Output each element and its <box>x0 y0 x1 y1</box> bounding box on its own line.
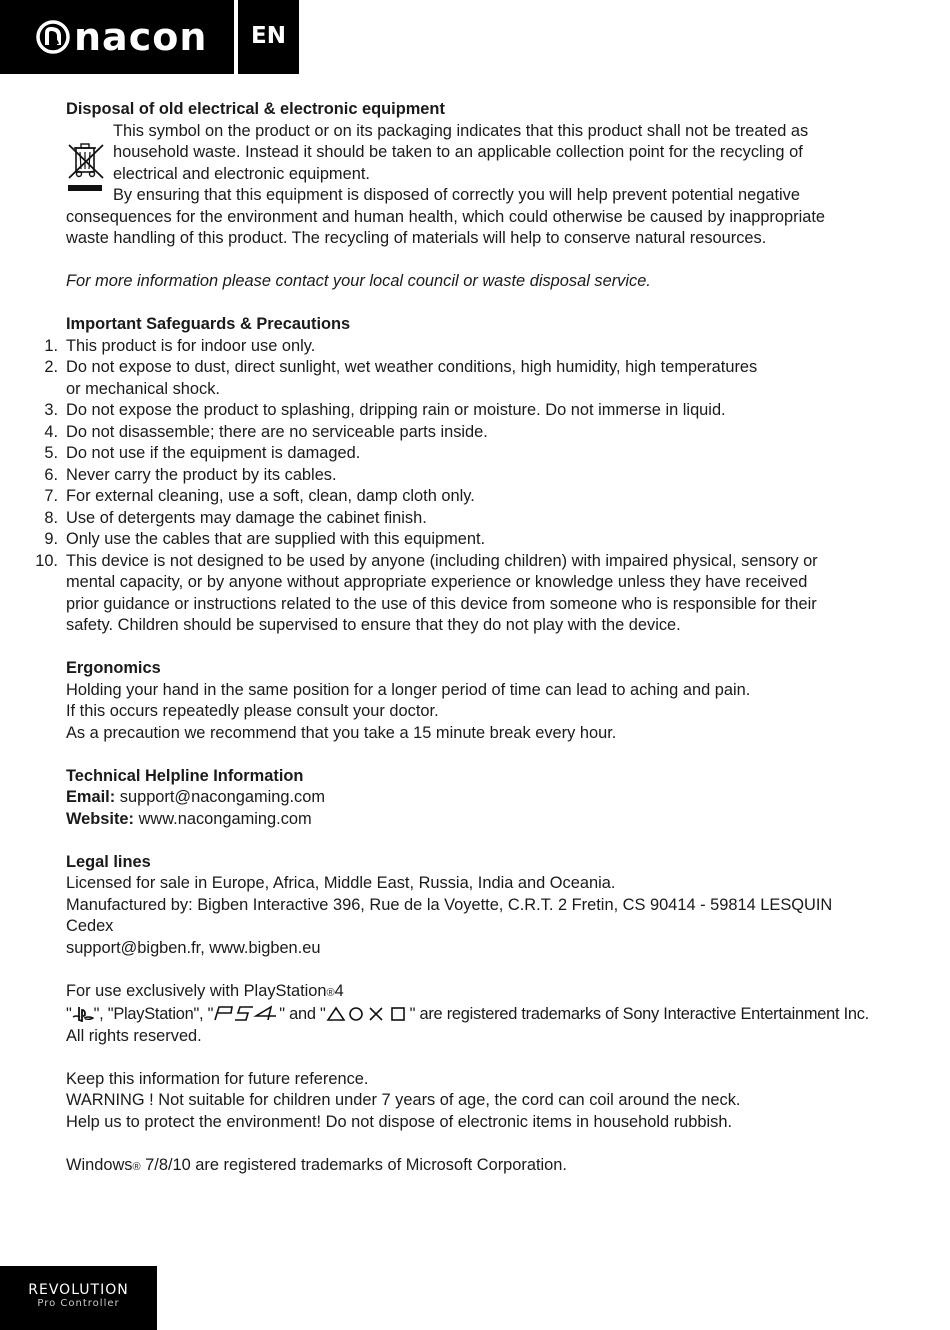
windows-text: Windows <box>66 1155 133 1174</box>
list-item <box>44 336 896 358</box>
brand-logo <box>0 0 234 74</box>
ergonomics-title: Ergonomics <box>66 659 161 677</box>
disposal-title: Disposal of old electrical & electronic equipment <box>66 100 445 118</box>
list-item <box>44 422 896 444</box>
list-number: 7. <box>44 487 58 505</box>
disposal-note: For more information please contact your local council or waste disposal service. <box>66 272 651 290</box>
list-item <box>44 443 896 465</box>
ps-use-text: For use exclusively with PlayStation <box>66 981 327 1000</box>
playstation-logo-icon <box>72 1006 94 1022</box>
list-number: 4. <box>44 422 58 441</box>
list-number: 10. <box>35 551 58 570</box>
ps4-logo-icon <box>213 1005 279 1022</box>
rights-line: All rights reserved. <box>66 1026 202 1045</box>
disposal-line: consequences for the environment and human health, which could otherwise be caused by inappropriate <box>66 207 826 226</box>
list-item <box>66 615 896 637</box>
helpline-website-row <box>66 809 896 831</box>
helpline-email-row <box>66 787 896 809</box>
list-item <box>44 357 896 379</box>
legal-line: Licensed for sale in Europe, Africa, Middle East, Russia, India and Oceania. <box>66 874 616 892</box>
warning-line <box>66 1090 896 1112</box>
list-item <box>44 486 896 508</box>
safeguards-title: Important Safeguards & Precautions <box>66 315 351 333</box>
list-item <box>35 551 896 573</box>
language-label: EN <box>238 0 299 74</box>
list-number: 3. <box>44 401 58 419</box>
windows-line <box>66 1155 896 1179</box>
helpline-section <box>66 766 896 831</box>
list-number: 8. <box>44 508 58 527</box>
list-number: 2. <box>44 358 58 376</box>
list-item <box>66 572 896 594</box>
registered-mark: ® <box>326 986 335 999</box>
disposal-line: waste handling of this product. The recycling of materials will help to conserve natural resources. <box>66 229 767 247</box>
legal-title: Legal lines <box>66 852 151 871</box>
ergonomics-line: If this occurs repeatedly please consult your doctor. <box>66 702 439 720</box>
list-number: 1. <box>44 336 58 355</box>
ps-number: 4 <box>334 981 344 1000</box>
safeguards-list <box>35 336 896 637</box>
product-footer <box>0 1266 157 1330</box>
controller-buttons-icon <box>326 1006 410 1022</box>
ergonomics-line: Holding your hand in the same position for a longer period of time can lead to aching and pain. <box>66 680 751 699</box>
list-text: prior guidance or instructions related to the use of this device from someone who is responsible for their <box>66 594 817 613</box>
list-text: Do not use if the equipment is damaged. <box>66 444 361 462</box>
list-text: This device is not designed to be used by anyone (including children) with impaired physical, sensory or <box>66 551 818 570</box>
disposal-line: This symbol on the product or on its packaging indicates that this product shall not be treated as <box>113 121 809 140</box>
ps-use-line <box>66 981 896 1005</box>
registered-mark: ® <box>132 1160 141 1173</box>
brand-name: nacon <box>74 15 208 59</box>
product-subtitle: Pro Controller <box>37 1298 120 1309</box>
disposal-line: electrical and electronic equipment. <box>113 164 370 183</box>
list-text: Do not expose the product to splashing, dripping rain or moisture. Do not immerse in liquid. <box>66 401 726 419</box>
list-text: Only use the cables that are supplied with this equipment. <box>66 530 486 548</box>
product-name: REVOLUTION <box>28 1282 129 1298</box>
warning-label: WARNING ! <box>66 1091 154 1109</box>
trademark-text: " and " <box>279 1005 326 1023</box>
list-text: For external cleaning, use a soft, clean, damp cloth only. <box>66 487 475 505</box>
list-item <box>44 400 896 422</box>
keep-info-line: Keep this information for future reference. <box>66 1069 369 1088</box>
windows-text: 7/8/10 are registered trademarks of Microsoft Corporation. <box>140 1155 567 1174</box>
list-item <box>66 379 896 401</box>
list-item <box>66 594 896 616</box>
trademark-line <box>66 1004 896 1026</box>
list-text: This product is for indoor use only. <box>66 336 316 355</box>
ergonomics-line: As a precaution we recommend that you take a 15 minute break every hour. <box>66 723 617 742</box>
legal-section <box>66 852 896 960</box>
list-text: or mechanical shock. <box>66 379 220 398</box>
legal-line: Manufactured by: Bigben Interactive 396, Rue de la Voyette, C.R.T. 2 Fretin, CS 90414 - 59814 LESQUIN <box>66 895 833 914</box>
email-label: Email: <box>66 788 116 806</box>
environment-line: Help us to protect the environment! Do not dispose of electronic items in household rubbish. <box>66 1112 733 1131</box>
list-text: Do not expose to dust, direct sunlight, wet weather conditions, high humidity, high temperatures <box>66 358 758 376</box>
safeguards-section <box>35 314 896 637</box>
ergonomics-section <box>66 658 896 744</box>
list-number: 9. <box>44 530 58 548</box>
list-text: Never carry the product by its cables. <box>66 465 337 484</box>
disposal-section <box>66 99 896 293</box>
list-number: 6. <box>44 465 58 484</box>
list-text: Use of detergents may damage the cabinet finish. <box>66 508 427 527</box>
crossed-bin-icon <box>66 142 106 194</box>
list-number: 5. <box>44 444 58 462</box>
closing-section <box>66 1069 896 1179</box>
document-body <box>35 99 896 1178</box>
nacon-logo-icon <box>36 20 70 54</box>
website-label: Website: <box>66 809 135 828</box>
list-text: safety. Children should be supervised to ensure that they do not play with the device. <box>66 616 681 634</box>
disposal-line: household waste. Instead it should be taken to an applicable collection point for the recycling of <box>113 143 803 161</box>
list-item <box>44 508 896 530</box>
list-text: Do not disassemble; there are no serviceable parts inside. <box>66 422 488 441</box>
list-item <box>44 529 896 551</box>
website-link[interactable]: www.nacongaming.com <box>138 809 312 828</box>
trademark-text: " are registered trademarks of Sony Interactive Entertainment Inc. <box>409 1005 869 1023</box>
helpline-title: Technical Helpline Information <box>66 766 304 785</box>
list-item <box>44 465 896 487</box>
email-link[interactable]: support@nacongaming.com <box>119 788 326 806</box>
quote: " <box>66 1005 72 1023</box>
list-text: mental capacity, or by anyone without appropriate experience or knowledge unless they have received <box>66 573 808 591</box>
warning-text: Not suitable for children under 7 years of age, the cord can coil around the neck. <box>153 1091 741 1109</box>
trademarks-section <box>66 981 896 1048</box>
disposal-line: By ensuring that this equipment is disposed of correctly you will help prevent potential negative <box>113 186 800 204</box>
trademark-text: ", "PlayStation", " <box>93 1005 214 1023</box>
legal-line: support@bigben.fr, www.bigben.eu <box>66 938 321 957</box>
legal-line: Cedex <box>66 917 114 935</box>
